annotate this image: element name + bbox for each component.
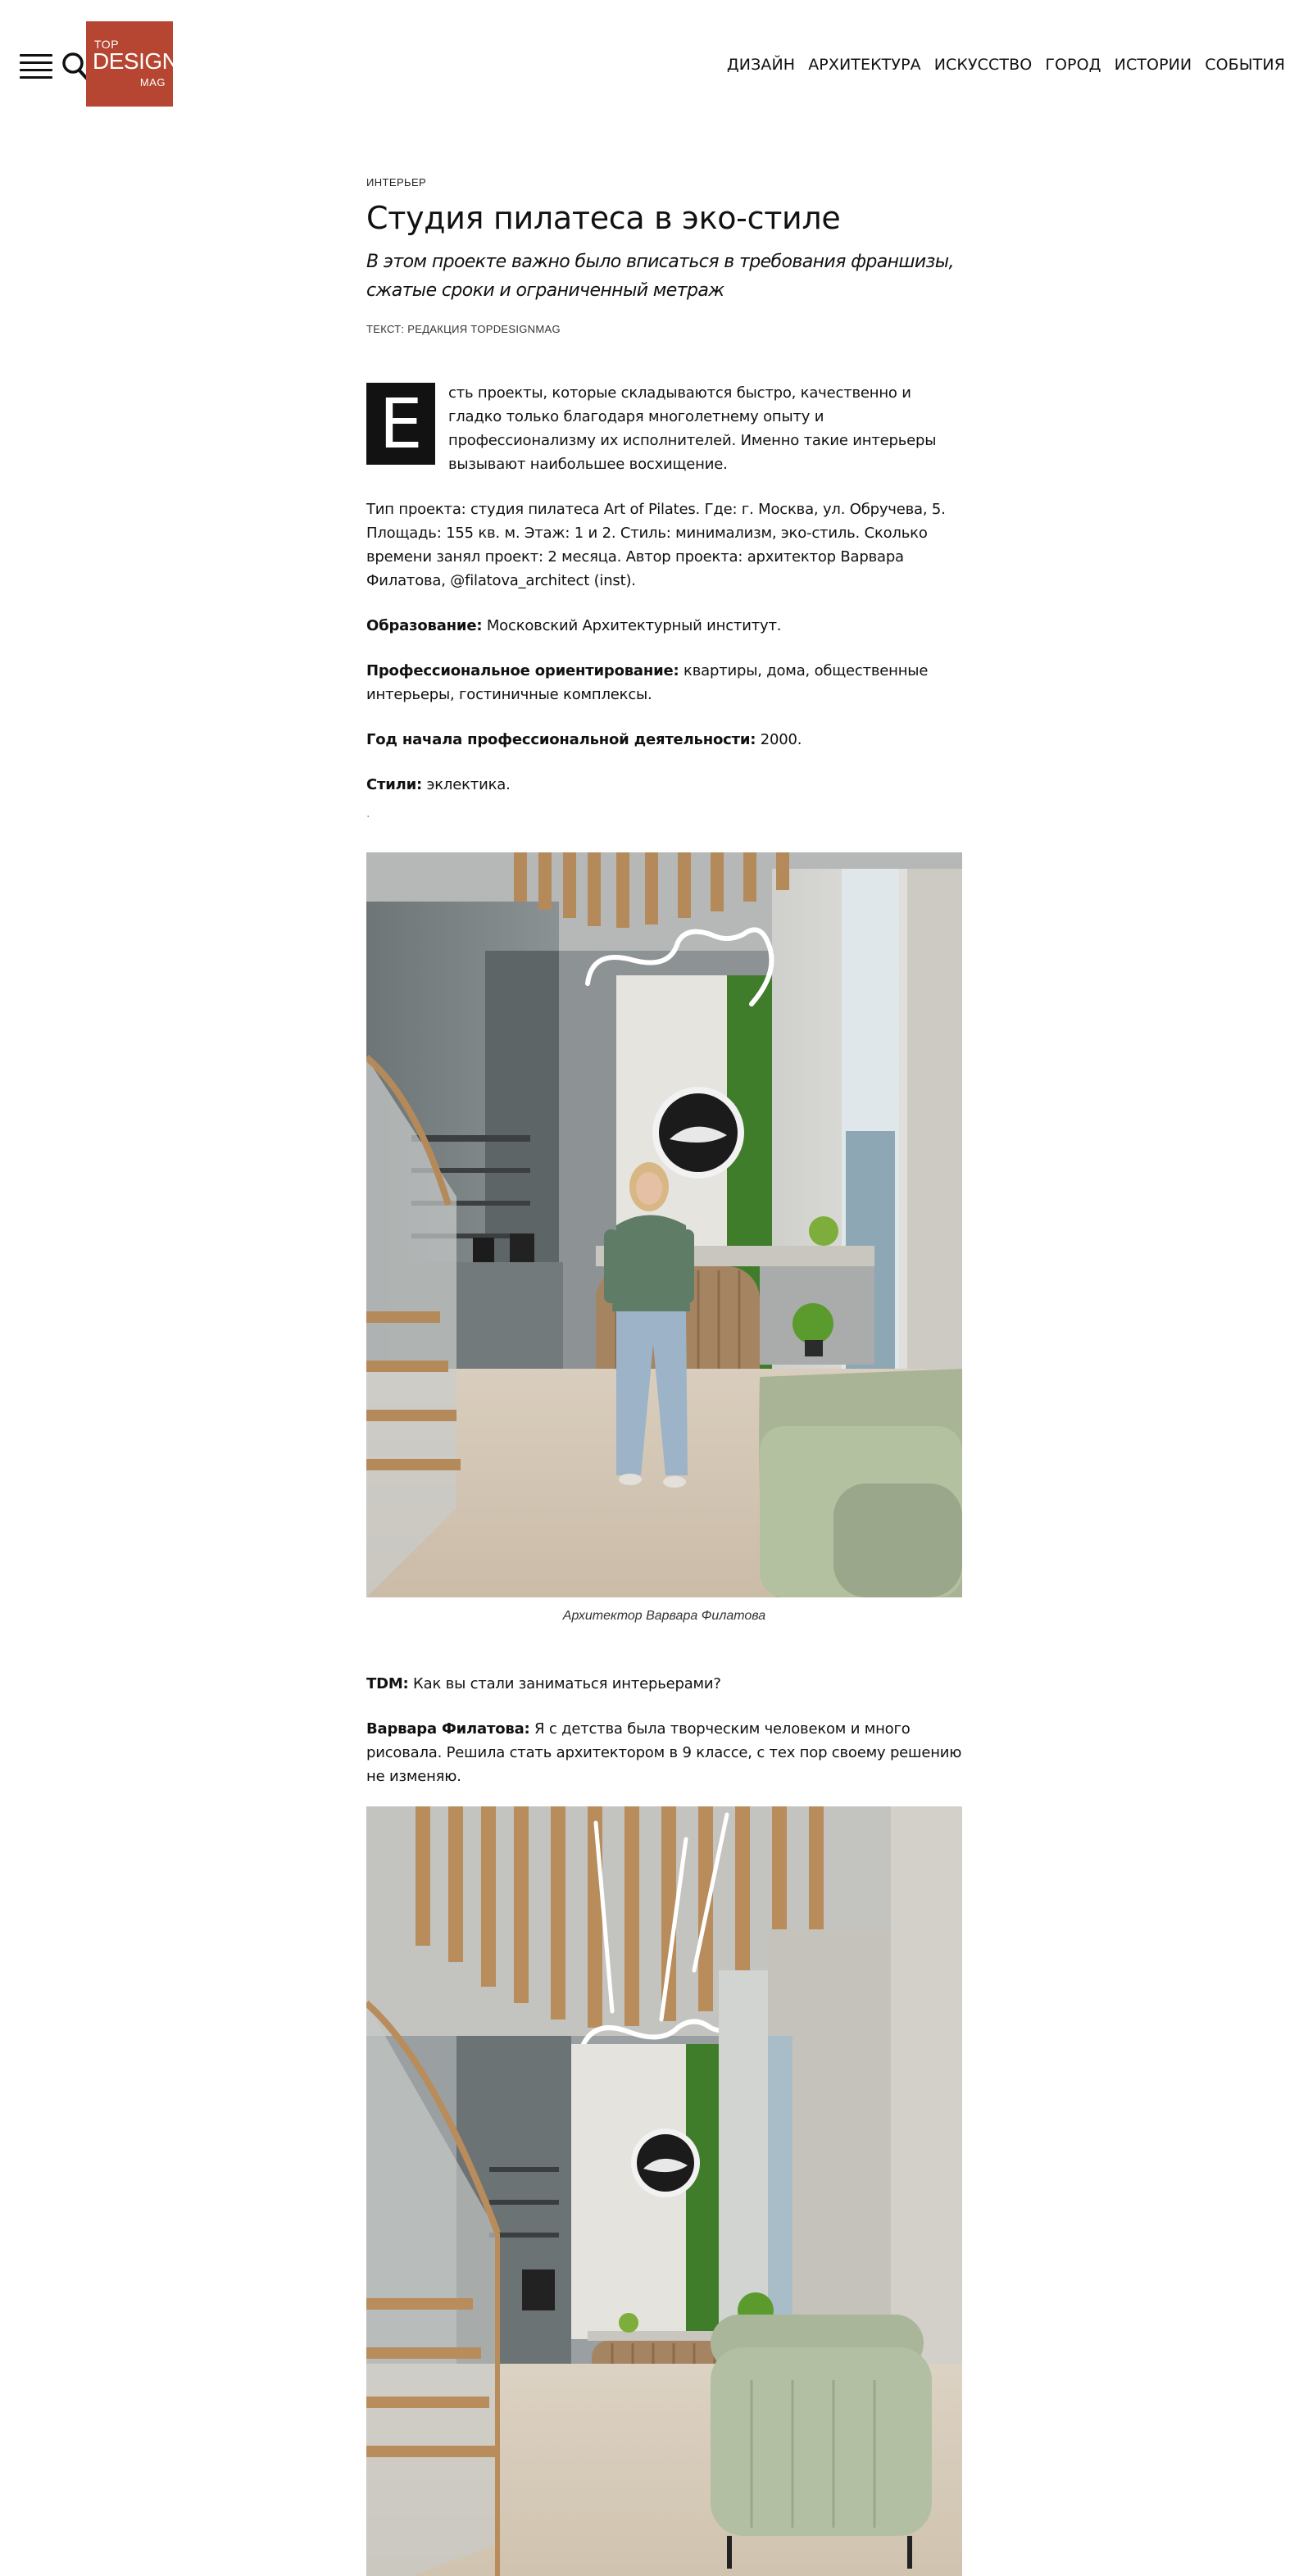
fact-value: квартиры, дома, общественные интерьеры, гостиничные комплексы. bbox=[366, 662, 929, 703]
main-nav bbox=[727, 56, 1285, 74]
fact-education bbox=[366, 614, 962, 638]
logo-mag: MAG bbox=[139, 76, 166, 89]
photo-architect-figure bbox=[366, 852, 962, 1628]
fact-value: 2000. bbox=[756, 731, 802, 748]
intro-text: сть проекты, которые складываются быстро, качественно и гладко только благодаря многолетнему опыту и профессионализму их исполнителей. Именно такие интерьеры вызывают наибольшее восхищение. bbox=[448, 384, 937, 473]
article bbox=[366, 164, 962, 2576]
article-body bbox=[366, 381, 962, 2576]
nav-item-stories[interactable]: ИСТОРИИ bbox=[1114, 56, 1192, 74]
article-credit: ТЕКСТ: РЕДАКЦИЯ TOPDESIGNMAG bbox=[366, 323, 561, 335]
qa-text: Я с детства была творческим человеком и много рисовала. Решила стать архитектором в 9 классе, с тех пор своему решению не изменяю. bbox=[366, 1720, 962, 1785]
fact-value: эклектика. bbox=[422, 776, 511, 793]
photo-caption: Архитектор Варвара Филатова bbox=[562, 1609, 766, 1623]
photo-reception bbox=[366, 1806, 962, 2576]
separator-dot: . bbox=[366, 807, 370, 820]
project-info-paragraph: Тип проекта: студия пилатеса Art of Pilates. Где: г. Москва, ул. Обручева, 5. Площадь: 155 кв. м. Этаж: 1 и 2. Стиль: минимализм, эко-стиль. Сколько времени занял проект: 2 месяца. Автор проекта: архитектор Варвара Филатова, @filatova_architect (inst). bbox=[366, 501, 946, 589]
fact-start-year bbox=[366, 728, 962, 752]
article-title: Студия пилатеса в эко-стиле bbox=[366, 200, 841, 236]
nav-item-city[interactable]: ГОРОД bbox=[1045, 56, 1101, 74]
nav-item-events[interactable]: СОБЫТИЯ bbox=[1205, 56, 1285, 74]
intro-paragraph bbox=[366, 381, 962, 476]
fact-label: Стили: bbox=[366, 776, 423, 793]
article-category[interactable]: ИНТЕРЬЕР bbox=[366, 176, 427, 189]
fact-label: Профессиональное ориентирование: bbox=[366, 662, 679, 679]
hamburger-menu-icon[interactable] bbox=[20, 54, 52, 79]
site-logo[interactable] bbox=[86, 21, 179, 107]
drop-cap: Е bbox=[366, 383, 435, 465]
logo-top: TOP bbox=[94, 38, 120, 51]
fact-orientation bbox=[366, 659, 962, 706]
logo-design: DESIGN bbox=[93, 48, 179, 74]
qa-answer bbox=[366, 1717, 962, 1788]
qa-question bbox=[366, 1672, 962, 1696]
site-header bbox=[0, 0, 1308, 131]
fact-styles bbox=[366, 773, 962, 797]
photo-architect bbox=[366, 852, 962, 1597]
nav-item-art[interactable]: ИСКУССТВО bbox=[933, 56, 1033, 74]
fact-label: Год начала профессиональной деятельности: bbox=[366, 731, 756, 748]
nav-item-design[interactable]: ДИЗАЙН bbox=[726, 56, 796, 74]
fact-value: Московский Архитектурный институт. bbox=[482, 617, 782, 634]
nav-item-architecture[interactable]: АРХИТЕКТУРА bbox=[808, 56, 921, 74]
photo-reception-figure bbox=[366, 1806, 962, 2576]
fact-label: Образование: bbox=[366, 617, 483, 634]
qa-speaker: TDM: bbox=[366, 1675, 409, 1692]
qa-text: Как вы стали заниматься интерьерами? bbox=[408, 1675, 721, 1692]
qa-speaker: Варвара Филатова: bbox=[366, 1720, 530, 1738]
article-lead: В этом проекте важно было вписаться в требования франшизы, сжатые сроки и ограниченный метраж bbox=[366, 252, 954, 301]
